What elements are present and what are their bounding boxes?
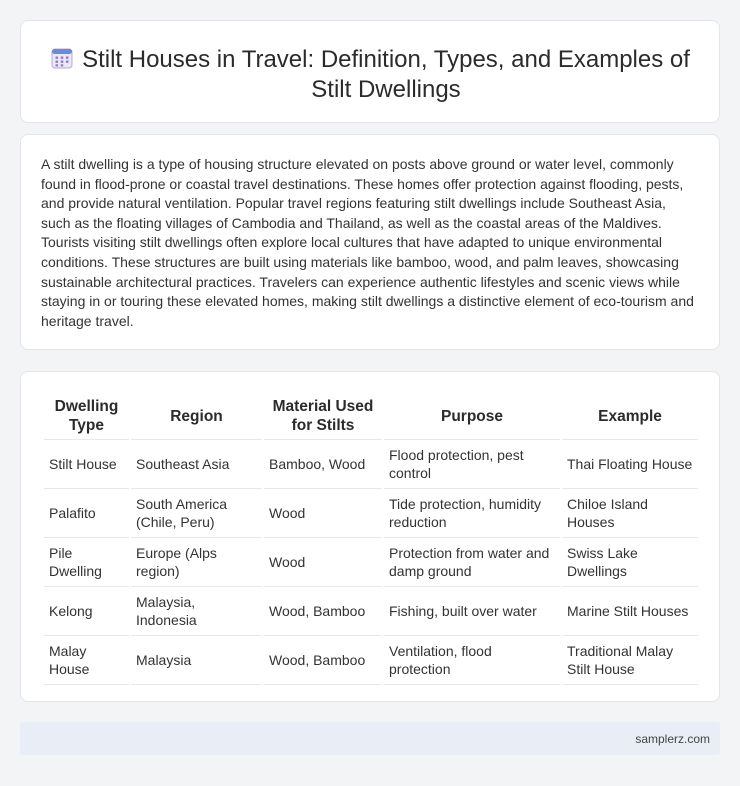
table-cell: Malaysia, Indonesia [130, 587, 263, 636]
table-cell: Wood [263, 489, 383, 538]
footer-site-link[interactable]: samplerz.com [635, 732, 710, 746]
table-cell: Tide protection, humidity reduction [383, 489, 561, 538]
table-card [20, 371, 720, 702]
table-row [44, 636, 698, 685]
table-cell: Wood, Bamboo [263, 636, 383, 685]
table-cell: Malay House [44, 636, 130, 685]
table-cell: Kelong [44, 587, 130, 636]
column-header: Purpose [383, 392, 561, 440]
column-header: Dwelling Type [44, 392, 130, 440]
table-cell: Protection from water and damp ground [383, 538, 561, 587]
table-cell: Fishing, built over water [383, 587, 561, 636]
column-header: Example [561, 392, 698, 440]
table-cell: Traditional Malay Stilt House [561, 636, 698, 685]
intro-paragraph: A stilt dwelling is a type of housing structure elevated on posts above ground or water level, commonly found in flood-prone or coastal travel destinations. These homes offer protection against flooding, pests, and provide natural ventilation. Popular travel regions featuring stilt dwellings include Southeast Asia, such as the floating villages of Cambodia and Thailand, as well as the coastal areas of the Maldives. Tourists visiting stilt dwellings often explore local cultures that have adapted to unique environmental conditions. These structures are built using materials like bamboo, wood, and palm leaves, showcasing sustainable architectural practices. Travelers can experience authentic lifestyles and scenic views while staying in or touring these elevated homes, making stilt dwellings a distinctive element of eco-tourism and heritage travel. [41, 156, 694, 329]
table-cell: Flood protection, pest control [383, 440, 561, 489]
table-row [44, 587, 698, 636]
table-cell: Stilt House [44, 440, 130, 489]
intro-card [20, 134, 720, 350]
column-header: Region [130, 392, 263, 440]
table-cell: Thai Floating House [561, 440, 698, 489]
footer-bar [20, 722, 720, 755]
table-cell: Wood [263, 538, 383, 587]
stilt-dwellings-table [44, 392, 698, 685]
table-cell: Bamboo, Wood [263, 440, 383, 489]
column-header: Material Used for Stilts [263, 392, 383, 440]
table-cell: Pile Dwelling [44, 538, 130, 587]
table-cell: Wood, Bamboo [263, 587, 383, 636]
table-cell: Ventilation, flood protection [383, 636, 561, 685]
table-cell: Marine Stilt Houses [561, 587, 698, 636]
table-cell: Europe (Alps region) [130, 538, 263, 587]
table-cell: Palafito [44, 489, 130, 538]
table-row [44, 489, 698, 538]
table-cell: Chiloe Island Houses [561, 489, 698, 538]
table-row [44, 538, 698, 587]
table-cell: Malaysia [130, 636, 263, 685]
page-title: Stilt Houses in Travel: Definition, Types, and Examples of Stilt Dwellings [82, 46, 690, 103]
table-header-row [44, 392, 698, 440]
title-card [20, 20, 720, 123]
table-row [44, 440, 698, 489]
table-cell: Swiss Lake Dwellings [561, 538, 698, 587]
table-cell: Southeast Asia [130, 440, 263, 489]
table-cell: South America (Chile, Peru) [130, 489, 263, 538]
